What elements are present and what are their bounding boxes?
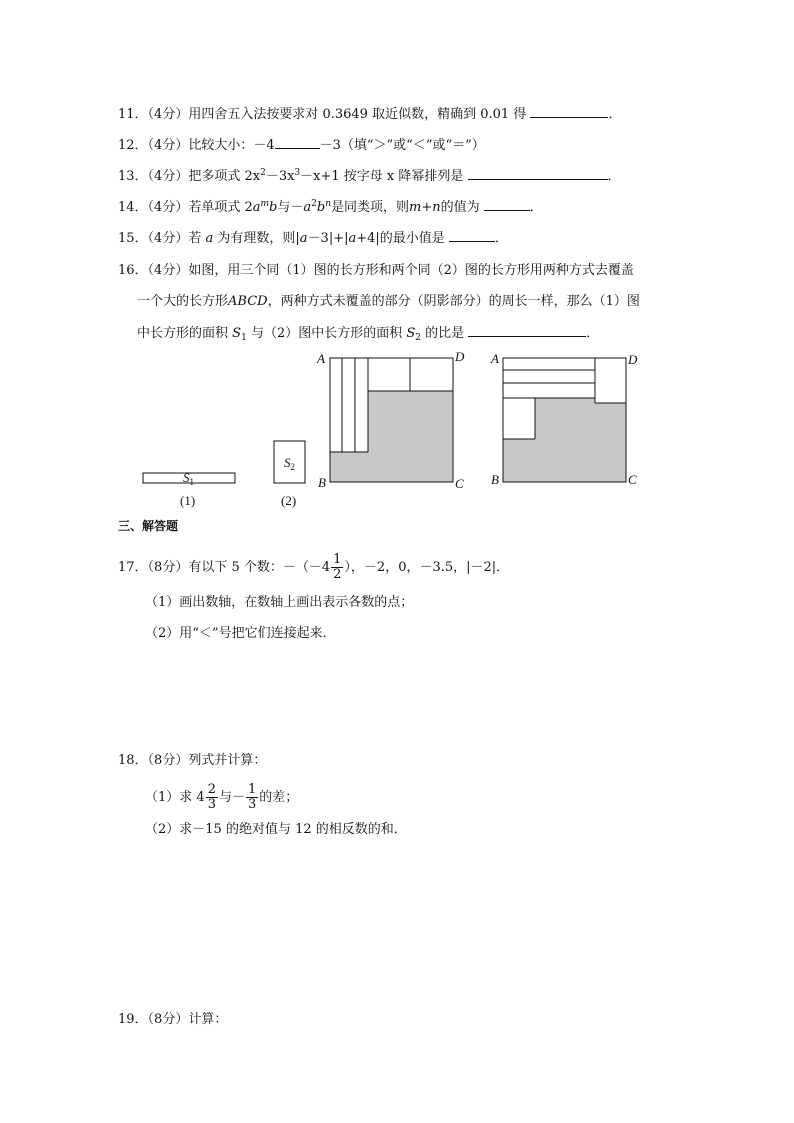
shaded-region-2-fill [503, 398, 626, 482]
question-18-part-2: （2）求－15 的绝对值与 12 的相反数的和． [145, 822, 407, 837]
question-12: 12．（4分）比较大小：－4 －3（填“＞”或“＜”或“＝”） [118, 138, 485, 153]
answer-blank-12[interactable] [275, 136, 320, 149]
question-17-part-1: （1）画出数轴，在数轴上画出表示各数的点； [145, 595, 414, 610]
question-18: 18．（8分）列式并计算： [118, 753, 267, 768]
question-16-line-2: 一个大的长方形ABCD，两种方式未覆盖的部分（阴影部分）的周长一样，那么（1）图 [137, 294, 640, 309]
label-b-2: B [491, 472, 499, 487]
label-c-2: C [628, 472, 637, 487]
question-17: 17．（8分）有以下 5 个数：－（－4 $\frac{1}{2}$ ），－2，0，－3.5，|－2|． [118, 552, 510, 582]
question-16-line-3: 中长方形的面积 $S_1$ 与（2）图中长方形的面积 $S_2$ 的比是 ． [137, 326, 600, 343]
label-c-1: C [455, 476, 464, 491]
fraction-one-third: $\frac{1}{3}$ [247, 782, 257, 812]
covering-method-2 [503, 358, 626, 482]
answer-blank-14[interactable] [484, 198, 530, 211]
question-14: 14．（4分）若单项式 $2a^mb$与$-a^2b^n$是同类项，则m+n的值为 ． [118, 199, 543, 215]
answer-blank-15[interactable] [449, 229, 495, 242]
question-19: 19．（8分）计算： [118, 1012, 228, 1027]
label-s2: $S_2$ [284, 455, 295, 472]
label-d-2: D [628, 352, 638, 367]
label-a-1: A [317, 351, 325, 366]
label-d-1: D [455, 349, 465, 364]
question-11: 11．（4分）用四舍五入法按要求对 0.3649 取近似数，精确到 0.01 得 ． [118, 107, 622, 122]
label-b-1: B [318, 475, 326, 490]
question-18-part-1: （1）求 4 $\frac{2}{3}$ 与－ $\frac{1}{3}$ 的差； [145, 782, 299, 812]
label-s1: $S_1$ [183, 470, 194, 487]
fraction-two-thirds: $\frac{2}{3}$ [207, 782, 216, 812]
fraction-one-half: $\frac{1}{2}$ [333, 552, 342, 582]
question-13: 13．（4分）把多项式 $2x^2-3x^3-x+1$ 按字母 x 降幂排列是 ． [118, 168, 621, 184]
caption-1: (1) [180, 493, 196, 508]
caption-2: (2) [281, 493, 297, 508]
section-header-3: 三、解答题 [118, 519, 179, 533]
label-a-2: A [491, 351, 499, 366]
covering-method-1 [330, 358, 453, 482]
shaded-region-1-fill [330, 391, 453, 482]
answer-blank-16[interactable] [468, 324, 586, 337]
question-15: 15．（4分）若 a 为有理数，则|a－3|+|a+4|的最小值是 ． [118, 231, 508, 246]
answer-blank-11[interactable] [530, 105, 608, 118]
question-17-part-2: （2）用“＜”号把它们连接起来． [145, 626, 336, 641]
answer-blank-13[interactable] [468, 167, 608, 180]
question-16-line-1: 16．（4分）如图，用三个同（1）图的长方形和两个同（2）图的长方形用两种方式去覆盖 [118, 263, 634, 278]
question-16-figure [0, 345, 794, 515]
